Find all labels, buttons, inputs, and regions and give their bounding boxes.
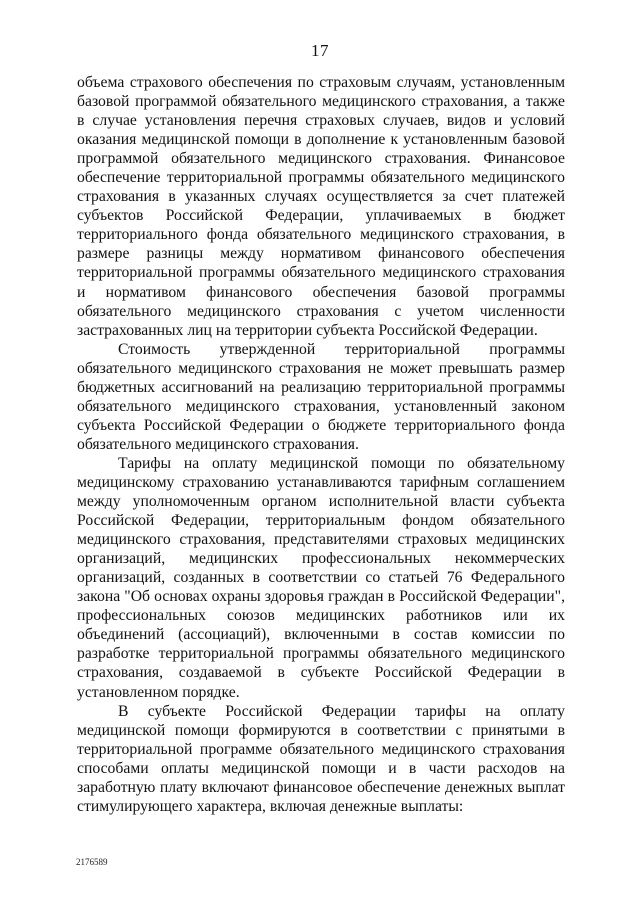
paragraph-continuation: объема страхового обеспечения по страховым случаям, установленным базовой программой обязательного медицинского страхования, а также в случае установления перечня страховых случаев, видов и условий оказания медицинской помощи в дополнение к установленным базовой программой обязательного медицинского страхования. Финансовое обеспечение территориальной программы обязательного медицинского страхования в указанных случаях осуществляется за счет платежей субъектов Российской Федерации, уплачиваемых в бюджет территориального фонда обязательного медицинского страхования, в размере разницы между нормативом финансового обеспечения территориальной программы обязательного медицинского страхования и нормативом финансового обеспечения базовой программы обязательного медицинского страхования с учетом численности застрахованных лиц на территории субъекта Российской Федерации. [77, 74, 565, 339]
document-body [77, 73, 565, 816]
paragraph-tariffs-agreement: Тарифы на оплату медицинской помощи по обязательному медицинскому страхованию устанавливаются тарифным соглашением между уполномоченным органом исполнительной власти субъекта Российской Федерации, территориальным фондом обязательного медицинского страхования, представителями страховых медицинских организаций, медицинских профессиональных некоммерческих организаций, созданных в соответствии со статьей 76 Федерального закона "Об основах охраны здоровья граждан в Российской Федерации", профессиональных союзов медицинских работников или их объединений (ассоциаций), включенными в состав комиссии по разработке территориальной программы обязательного медицинского страхования, создаваемой в субъекте Российской Федерации в установленном порядке. [77, 454, 565, 701]
paragraph-program-cost: Стоимость утвержденной территориальной программы обязательного медицинского страхования не может превышать размер бюджетных ассигнований на реализацию территориальной программы обязательного медицинского страхования, установленный законом субъекта Российской Федерации о бюджете территориального фонда обязательного медицинского страхования. [77, 340, 565, 453]
paragraph-tariffs-formation: В субъекте Российской Федерации тарифы на оплату медицинской помощи формируются в соответствии с принятыми в территориальной программе обязательного медицинского страхования способами оплаты медицинской помощи и в части расходов на заработную плату включают финансовое обеспечение денежных выплат стимулирующего характера, включая денежные выплаты: [77, 702, 565, 815]
page-number: 17 [311, 41, 329, 60]
document-id: 2176589 [76, 857, 108, 867]
